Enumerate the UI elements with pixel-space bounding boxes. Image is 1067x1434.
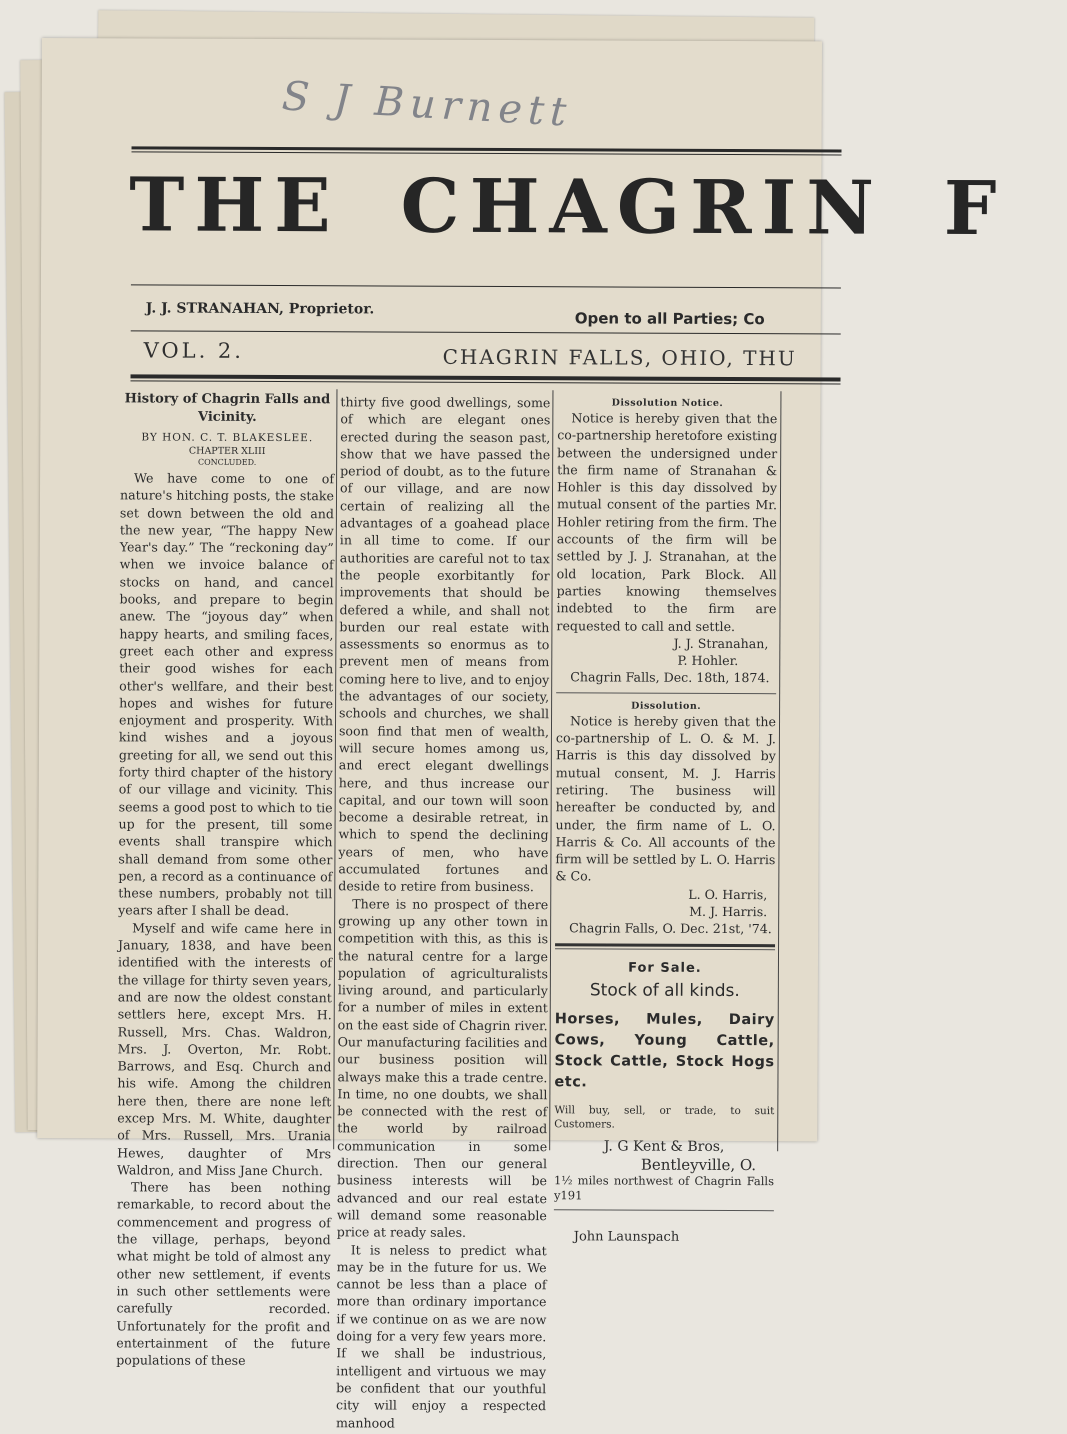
- ad-divider: [554, 1209, 774, 1211]
- proprietor-line: J. J. STRANAHAN, Proprietor.: [145, 300, 375, 318]
- newspaper-page: [37, 38, 1007, 1431]
- info-rule: [131, 330, 841, 334]
- next-ad-heading: John Launspach: [573, 1229, 680, 1245]
- dissolution-notice-signer-2: P. Hohler.: [677, 652, 739, 669]
- notices-column: [554, 396, 778, 1246]
- history-paragraph-4: thirty five good dwellings, some of which are elegant ones erected during the season past, show that we have passed the period of doubt, as to the future of our village, and are now certain of realizing all the advantages of a goahead place in all time to come. If our authorities are careful not to tax the people exorbitantly for improvements that should be defered a while, and shall not burden our real estate with assessments so enormus as to prevent men of means from coming here to live, and to enjoy the advantages of our society, schools and churches, we shall soon find that men of wealth, will secure homes among us, and erect elegant dwellings here, and thus increase our capital, and our town will soon become a desirable retreat, in which to spend the declining years of men, who have accumulated fortunes and deside to retire from business.: [338, 394, 551, 895]
- dissolution-heading: Dissolution.: [631, 700, 702, 712]
- section-divider-thin: [555, 948, 775, 950]
- masthead-word-3: F: [943, 165, 1007, 253]
- dissolution-signer-1: L. O. Harris,: [688, 886, 768, 902]
- dissolution-notice-heading: Dissolution Notice.: [611, 397, 724, 409]
- dissolution-body: Notice is hereby given that the co-partnership of L. O. & M. J. Harris is this day dissolved by mutual consent, M. J. Harris retiring. The business will hereafter be conducted by, and under, the firm name of L. O. Harris & Co. All accounts of the firm will be settled by L. O. Harris & Co.: [555, 713, 777, 884]
- dissolution-notice-signer-1: J. J. Stranahan,: [673, 635, 769, 652]
- history-byline: BY HON. C. T. BLAKESLEE.: [141, 431, 314, 445]
- history-paragraph-3: There has been nothing remarkable, to record about the commencement and progress of the village, perhaps, beyond what might be told of almost any other new settlement, if events in such other settlements were carefully recorded. Unfortunately for the profit and entertainment of the future populations of these: [116, 1179, 332, 1369]
- for-sale-animals: Horses, Mules, Dairy Cows, Young Cattle, Stock Cattle, Stock Hogs etc.: [554, 1011, 775, 1091]
- dateline-place: CHAGRIN FALLS, OHIO, THU: [442, 344, 797, 371]
- section-divider: [555, 943, 775, 947]
- for-sale-terms: Will buy, sell, or trade, to suit Customers.: [554, 1104, 775, 1131]
- handwritten-signature: S J Burnett: [280, 73, 574, 136]
- history-paragraph-5: There is no prospect of there growing up any other town in competition with this, as this is the natural centre for a large population of agriculturalists living around, and particularly for a number of miles in extent on the east side of Chagrin river. Our manufacturing facilities and our business position will always make this a trade centre. In time, no one doubts, we shall be connected with the rest of the world by railroad communication in some direction. Then our general business interests will be advanced and our real estate will demand some reasonable price at ready sales.: [336, 895, 549, 1241]
- history-paragraph-2: Myself and wife came here in January, 1838, and have been identified with the interests of the village for thirty seven years, and are now the oldest constant settlers here, except Mrs. H. Russell, Mrs. Chas. Waldron, Mrs. J. Overton, Mr. Robt. Barrows, and Esq. Church and his wife. Among the children here then, there are none left excep Mrs. M. White, daughter of Mrs. Russell, Mrs. Urania Hewes, daughter of Mrs Waldron, and Miss Jane Church.: [117, 920, 333, 1179]
- for-sale-heading: For Sale.: [628, 960, 702, 976]
- masthead-word-2: CHAGRIN: [400, 163, 885, 252]
- masthead-word-1: THE: [129, 162, 341, 250]
- dissolution-signer-2: M. J. Harris.: [689, 903, 768, 920]
- for-sale-location: Bentleyville, O.: [640, 1155, 757, 1175]
- notice-divider: [556, 692, 776, 694]
- dissolution-notice-body: Notice is hereby given that the co-partnership heretofore existing between the undersigned under the firm name of Stranahan & Hohler is this day dissolved by mutual consent of the parties Mr. Hohler retiring from the firm. The accounts of the firm will be settled by J. J. Stranahan, at the old location, Park Block. All parties knowing themselves indebted to the firm are requested to call and settle.: [556, 410, 778, 634]
- motto: Open to all Parties; Co: [574, 309, 765, 329]
- history-concluded: CONCLUDED.: [197, 457, 257, 467]
- history-title: History of Chagrin Falls and Vicinity.: [124, 391, 331, 425]
- for-sale-directions: 1½ miles northwest of Chagrin Falls y191: [553, 1173, 775, 1203]
- history-chapter: CHAPTER XLIII: [188, 445, 266, 457]
- history-column: [116, 390, 334, 1369]
- masthead: [129, 162, 1066, 253]
- masthead-rule: [131, 284, 841, 288]
- history-column-continued: [336, 393, 551, 1432]
- history-paragraph-6: It is neless to predict what may be in the future for us. We cannot be less than a place of more than ordinary importance if we continue on as we are now doing for a very few years more. If we shall be industrious, intelligent and virtuous we may be confident that our youthful city will enjoy a respected manhood: [335, 1241, 547, 1431]
- dissolution-date: Chagrin Falls, O. Dec. 21st, '74.: [569, 920, 772, 937]
- history-paragraph-1: We have come to one of nature's hitching posts, the stake set down between the old and the new year, “The happy New Year's day.” The “reckoning day” when we invoice balance of stocks on hand, and cancel books, and prepare to begin anew. The “joyous day” when happy hearts, and smiling faces, greet each other and express their good wishes for each other's wellfare, and their best hopes and wishes for future enjoyment and prosperity. With kind wishes and a joyous greeting for all, we send out this forty third chapter of the history of our village and vicinity. This seems a good post to which to tie up for the present, till some events shall transpire which shall demand from some other pen, a record as a continuance of these numbers, probably not till years after I shall be dead.: [118, 470, 335, 919]
- for-sale-stock: Stock of all kinds.: [589, 980, 740, 1001]
- for-sale-firm: J. G Kent & Bros,: [603, 1138, 725, 1156]
- volume-number: VOL. 2.: [143, 338, 245, 363]
- dissolution-notice-date: Chagrin Falls, Dec. 18th, 1874.: [570, 669, 770, 686]
- column-rule-3: [777, 391, 781, 1151]
